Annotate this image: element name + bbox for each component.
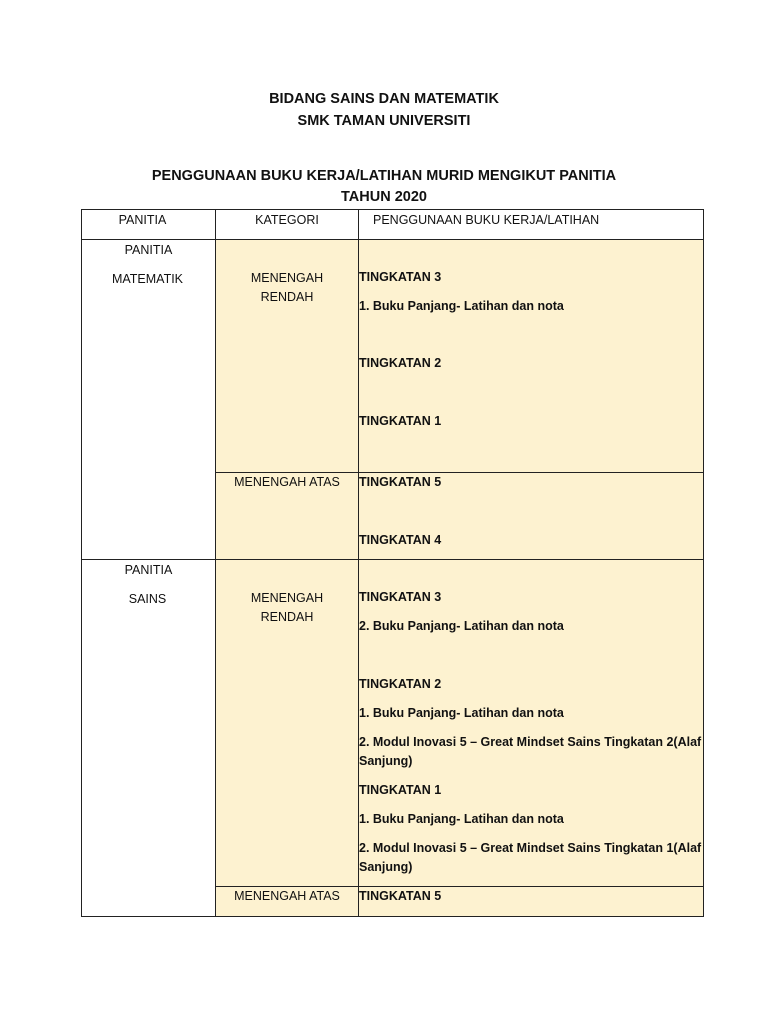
usage-table [81, 209, 704, 917]
usage-item: 1. Buku Panjang- Latihan dan nota [359, 706, 564, 720]
tingkatan-heading: TINGKATAN 3 [359, 270, 442, 284]
usage-cell [359, 473, 704, 560]
panitia-cell-matematik [82, 240, 216, 560]
tingkatan-heading: TINGKATAN 2 [359, 356, 442, 370]
tingkatan-heading: TINGKATAN 5 [359, 889, 442, 903]
kategori-label: MENENGAH RENDAH [250, 271, 324, 304]
kategori-cell [216, 240, 359, 473]
kategori-label: MENENGAH ATAS [234, 889, 340, 903]
panitia-cell-sains [82, 560, 216, 917]
kategori-cell [216, 473, 359, 560]
tingkatan-heading: TINGKATAN 1 [359, 783, 442, 797]
usage-item: 2. Buku Panjang- Latihan dan nota [359, 619, 564, 633]
usage-item: 2. Modul Inovasi 5 – Great Mindset Sains Tingkatan 2(Alaf Sanjung) [359, 735, 702, 768]
tingkatan-heading: TINGKATAN 3 [359, 590, 442, 604]
kategori-cell [216, 560, 359, 887]
usage-item: 1. Buku Panjang- Latihan dan nota [359, 299, 564, 313]
tingkatan-heading: TINGKATAN 5 [359, 475, 442, 489]
table-row [82, 560, 704, 887]
school-name: SMK TAMAN UNIVERSITI [297, 113, 471, 129]
usage-cell [359, 240, 704, 473]
panitia-name: MATEMATIK [111, 272, 184, 286]
tingkatan-heading: TINGKATAN 1 [359, 414, 442, 428]
column-header-penggunaan: PENGGUNAAN BUKU KERJA/LATIHAN [359, 210, 704, 240]
document-subtitle: PENGGUNAAN BUKU KERJA/LATIHAN MURID MENGIKUT PANITIA [151, 168, 617, 184]
document-title: BIDANG SAINS DAN MATEMATIK [269, 91, 499, 107]
usage-cell [359, 887, 704, 917]
panitia-name: SAINS [128, 592, 167, 606]
panitia-label: PANITIA [124, 563, 173, 577]
usage-item: 1. Buku Panjang- Latihan dan nota [359, 812, 564, 826]
tingkatan-heading: TINGKATAN 4 [359, 533, 442, 547]
document-year: TAHUN 2020 [341, 189, 427, 205]
column-header-panitia: PANITIA [82, 210, 216, 240]
panitia-label: PANITIA [124, 243, 173, 257]
kategori-label: MENENGAH ATAS [234, 475, 340, 489]
usage-cell [359, 560, 704, 887]
table-row [82, 240, 704, 473]
usage-item: 2. Modul Inovasi 5 – Great Mindset Sains Tingkatan 1(Alaf Sanjung) [359, 841, 702, 874]
kategori-label: MENENGAH RENDAH [250, 591, 324, 624]
column-header-kategori: KATEGORI [216, 210, 359, 240]
table-header-row [82, 210, 704, 240]
kategori-cell [216, 887, 359, 917]
tingkatan-heading: TINGKATAN 2 [359, 677, 442, 691]
